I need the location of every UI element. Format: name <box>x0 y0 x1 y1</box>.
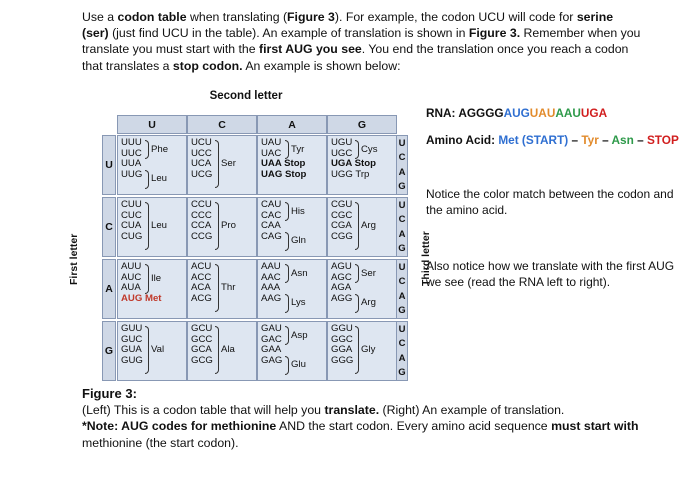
second-letter-C: C <box>187 115 257 134</box>
cell-AC: ACU ACC ACA ACG Thr <box>187 259 257 319</box>
second-letter-U: U <box>117 115 187 134</box>
caption-line-2: *Note: AUG codes for methionine AND the start codon. Every amino acid sequence must start with methionine (the start codon). <box>82 419 639 450</box>
amino-acid-sequence: Amino Acid: Met (START) – Tyr – Asn – STOP <box>426 133 679 147</box>
intro-paragraph: Use a codon table when translating (Figure 3). For example, the codon UCU will code for serine (ser) (just find UCU in the table). An example of translation is shown in Figure 3. Remember when you translate you must start with the first AUG you see. You end the translation once you reach a codon that translates a stop codon. An example is shown below: <box>82 10 641 73</box>
cell-GA: GAU GAC GAA GAG Asp Glu <box>257 321 327 381</box>
third-letter-col-C: U C A G <box>396 197 408 257</box>
first-letter-A: A <box>102 259 116 319</box>
second-letter-title: Second letter <box>209 90 283 102</box>
cell-UG: UGU UGC UGA Stop UGG Trp Cys <box>327 135 397 195</box>
cell-AG: AGU AGC AGA AGG Ser Arg <box>327 259 397 319</box>
cell-UC: UCU UCC UCA UCG Ser <box>187 135 257 195</box>
first-letter-title: First letter <box>68 233 80 285</box>
cell-CG: CGU CGC CGA CGG Arg <box>327 197 397 257</box>
third-letter-col-G: U C A G <box>396 321 408 381</box>
first-aug-note: Also notice how we translate with the first AUG we see (read the RNA left to right). <box>426 259 675 289</box>
first-letter-G: G <box>102 321 116 381</box>
second-letter-G: G <box>327 115 397 134</box>
figure-caption <box>82 386 642 451</box>
codon-table <box>68 90 432 382</box>
cell-CA: CAU CAC CAA CAG His Gln <box>257 197 327 257</box>
rna-sequence: RNA: AGGGGAUGUAUAAUUGA <box>426 106 608 120</box>
met-codon: AUG Met <box>121 292 162 304</box>
first-letter-C: C <box>102 197 116 257</box>
cell-CU: CUU CUC CUA CUG Leu <box>117 197 187 257</box>
cell-UU: UUU UUC UUA UUG Phe Leu <box>117 135 187 195</box>
cell-AU: AUU AUC AUA AUG Met Ile <box>117 259 187 319</box>
third-letter-col-A: U C A G <box>396 259 408 319</box>
first-letter-U: U <box>102 135 116 195</box>
caption-line-1: (Left) This is a codon table that will help you translate. (Right) An example of translation. <box>82 403 565 418</box>
third-letter-col-U: U C A G <box>396 135 408 195</box>
figure-label: Figure 3: <box>82 386 137 401</box>
color-match-note: Notice the color match between the codon and the amino acid. <box>426 187 674 217</box>
cell-UA: UAU UAC UAA Stop UAG Stop Tyr <box>257 135 327 195</box>
cell-GG: GGU GGC GGA GGG Gly <box>327 321 397 381</box>
second-letter-A: A <box>257 115 327 134</box>
cell-AA: AAU AAC AAA AAG Asn Lys <box>257 259 327 319</box>
cell-GC: GCU GCC GCA GCG Ala <box>187 321 257 381</box>
cell-GU: GUU GUC GUA GUG Val <box>117 321 187 381</box>
third-letter-title: Third letter <box>420 231 432 286</box>
cell-CC: CCU CCC CCA CCG Pro <box>187 197 257 257</box>
